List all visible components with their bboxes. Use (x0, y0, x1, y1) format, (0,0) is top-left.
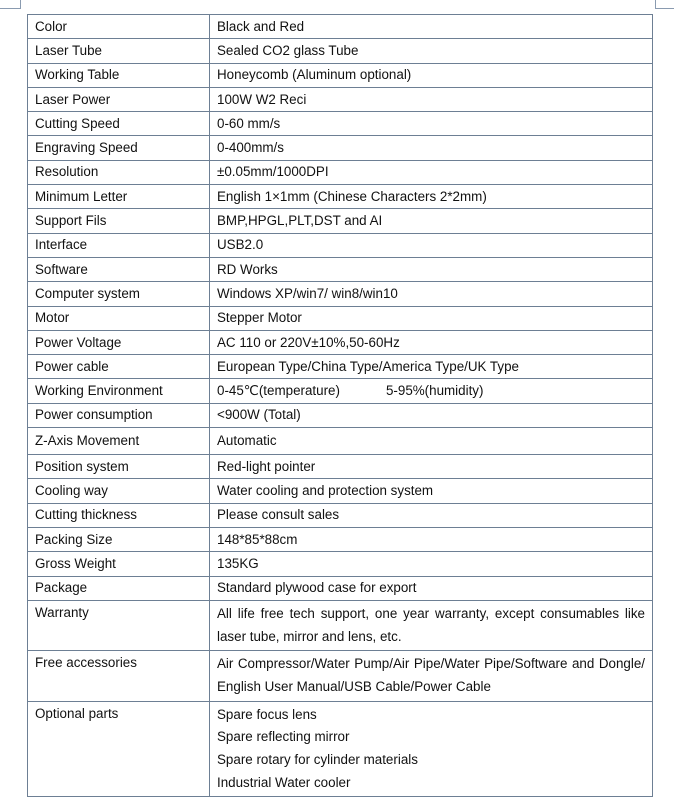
spec-label: Working Table (28, 63, 210, 87)
table-row (28, 282, 653, 306)
humidity-range: 5-95%(humidity) (385, 383, 484, 399)
spec-value: 148*85*88cm (210, 527, 653, 551)
table-row (28, 185, 653, 209)
spec-value: AC 110 or 220V±10%,50-60Hz (210, 330, 653, 354)
spec-value: 135KG (210, 552, 653, 576)
spec-value: Windows XP/win7/ win8/win10 (210, 282, 653, 306)
spec-label: Power consumption (28, 403, 210, 427)
table-row (28, 503, 653, 527)
spec-label: Laser Power (28, 87, 210, 111)
optional-part-item: Spare focus lens (217, 706, 317, 722)
spec-value: Automatic (210, 428, 653, 455)
spec-label: Free accessories (28, 651, 210, 701)
table-row (28, 63, 653, 87)
table-row-free-accessories (28, 651, 653, 701)
spec-value: Sealed CO2 glass Tube (210, 39, 653, 63)
optional-parts-value (210, 701, 653, 797)
table-row (28, 233, 653, 257)
spec-label: Cooling way (28, 479, 210, 503)
spec-label: Support Fils (28, 209, 210, 233)
spec-label: Cutting thickness (28, 503, 210, 527)
table-row (28, 479, 653, 503)
spec-table-body (28, 15, 653, 797)
spec-table (27, 14, 653, 797)
table-row (28, 355, 653, 379)
table-row (28, 209, 653, 233)
table-row (28, 136, 653, 160)
table-row-optional-parts (28, 701, 653, 797)
spec-label: Interface (28, 233, 210, 257)
spec-label: Power Voltage (28, 330, 210, 354)
spec-label: Laser Tube (28, 39, 210, 63)
spec-value: Stepper Motor (210, 306, 653, 330)
free-accessories-value: Air Compressor/Water Pump/Air Pipe/Water Pipe/Software and Dongle/ English User Manual/USB Cable/Power Cable (210, 651, 653, 701)
spec-value: 0-400mm/s (210, 136, 653, 160)
spec-label: Engraving Speed (28, 136, 210, 160)
table-row (28, 379, 653, 403)
temperature-range: 0-45℃(temperature) (217, 383, 340, 399)
table-row (28, 112, 653, 136)
spec-label: Power cable (28, 355, 210, 379)
crop-mark-top-right-v (655, 0, 656, 9)
spec-value: USB2.0 (210, 233, 653, 257)
table-row (28, 576, 653, 600)
spec-value: RD Works (210, 257, 653, 281)
table-row (28, 455, 653, 479)
spec-label: Warranty (28, 600, 210, 650)
spec-value: English 1×1mm (Chinese Characters 2*2mm) (210, 185, 653, 209)
spec-label: Z-Axis Movement (28, 428, 210, 455)
spec-label: Packing Size (28, 527, 210, 551)
spec-value (210, 379, 653, 403)
table-row (28, 428, 653, 455)
spec-value: 0-60 mm/s (210, 112, 653, 136)
table-row (28, 257, 653, 281)
spec-label: Package (28, 576, 210, 600)
warranty-value: All life free tech support, one year warranty, except consumables like laser tube, mirror and lens, etc. (210, 600, 653, 650)
table-row (28, 306, 653, 330)
spec-value: Red-light pointer (210, 455, 653, 479)
spec-value: Honeycomb (Aluminum optional) (210, 63, 653, 87)
table-row (28, 403, 653, 427)
crop-mark-top-right-h (655, 8, 674, 9)
spec-value: European Type/China Type/America Type/UK Type (210, 355, 653, 379)
spec-label: Cutting Speed (28, 112, 210, 136)
optional-part-item: Spare rotary for cylinder materials (217, 752, 418, 768)
spec-label: Motor (28, 306, 210, 330)
spec-label: Position system (28, 455, 210, 479)
table-row (28, 160, 653, 184)
crop-mark-top-left-h (0, 8, 20, 9)
table-row-warranty (28, 600, 653, 650)
spec-label: Computer system (28, 282, 210, 306)
spec-label: Working Environment (28, 379, 210, 403)
spec-value: Please consult sales (210, 503, 653, 527)
spec-label: Color (28, 15, 210, 39)
spec-label: Gross Weight (28, 552, 210, 576)
table-row (28, 527, 653, 551)
spec-value: 100W W2 Reci (210, 87, 653, 111)
spec-label: Minimum Letter (28, 185, 210, 209)
table-row (28, 15, 653, 39)
spec-value: Water cooling and protection system (210, 479, 653, 503)
spec-value: ±0.05mm/1000DPI (210, 160, 653, 184)
spec-value: Black and Red (210, 15, 653, 39)
spec-label: Optional parts (28, 701, 210, 797)
table-row (28, 552, 653, 576)
crop-mark-top-left-v (20, 0, 21, 9)
table-row (28, 87, 653, 111)
optional-part-item: Spare reflecting mirror (217, 729, 350, 745)
spec-value: BMP,HPGL,PLT,DST and AI (210, 209, 653, 233)
optional-part-item: Industrial Water cooler (217, 774, 351, 790)
table-row (28, 39, 653, 63)
spec-value: Standard plywood case for export (210, 576, 653, 600)
spec-label: Software (28, 257, 210, 281)
spec-label: Resolution (28, 160, 210, 184)
spec-value: <900W (Total) (210, 403, 653, 427)
table-row (28, 330, 653, 354)
